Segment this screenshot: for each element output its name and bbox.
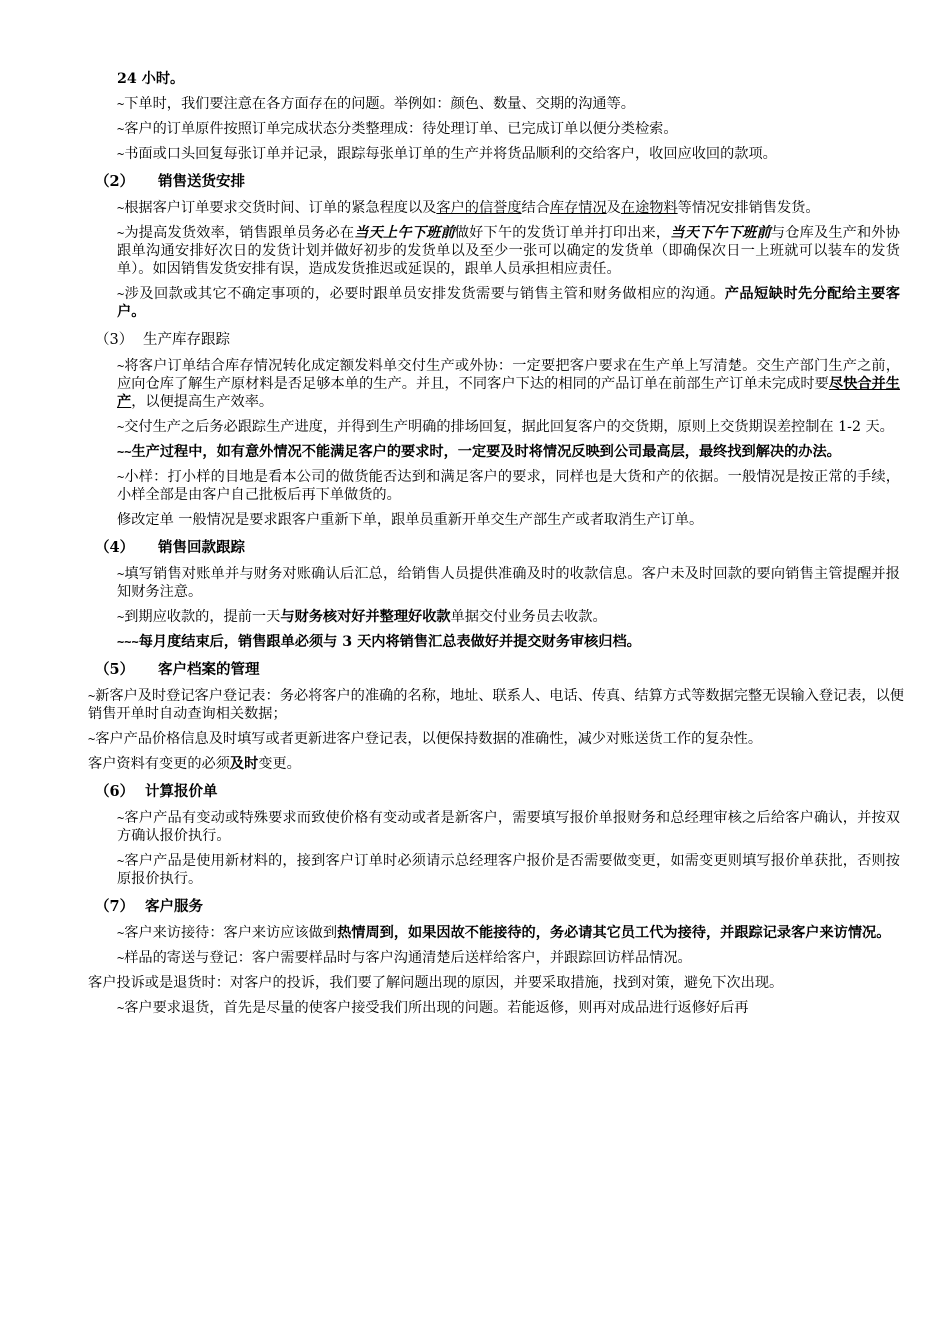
paragraph-data-change: 客户资料有变更的必须及时变更。 <box>88 756 301 772</box>
tilde-mark: ~ <box>117 359 125 373</box>
paragraph-delivery-efficiency: ~为提高发货效率，销售跟单员务必在当天上午下班前做好下午的发货订单并打印出来，当天下午下班前与仓库及生产和外协跟单沟通安排好次日的发货计划并做好初步的发货单以及至少一张可以确定的发货单（即确保次日一上班就可以装车的发货单）。如因销售发货安排有误，造成发货推迟或延误的，跟单人员承担相应责任。 <box>117 225 900 277</box>
paragraph-order-issues: ~下单时，我们要注意在各方面存在的问题。举例如：颜色、数量、交期的沟通等。 <box>117 96 635 112</box>
tilde-mark: ~ <box>117 287 125 301</box>
section-heading-4: （4） 销售回款跟踪 <box>95 539 245 556</box>
paragraph-price-info: ~客户产品价格信息及时填写或者更新进客户登记表，以便保持数据的准确性，减少对账送货工作的复杂性。 <box>88 731 763 747</box>
paragraph-sample: ~小样：打小样的目地是看本公司的做货能否达到和满足客户的要求，同样也是大货和产的依据。一般情况是按正常的手续，小样全部是由客户自己批板后再下单做货的。 <box>117 469 900 503</box>
tilde-mark: ~ <box>117 811 125 825</box>
section-heading-5: （5） 客户档案的管理 <box>95 661 260 678</box>
tilde-mark: ~ <box>117 147 125 161</box>
paragraph-visit-reception: ~客户来访接待：客户来访应该做到热情周到，如果因故不能接待的，务必请其它员工代为接待，并跟踪记录客户来访情况。 <box>117 925 891 941</box>
paragraph-24h: 24 小时。 <box>117 71 185 87</box>
section-heading-2: （2） 销售送货安排 <box>95 173 245 190</box>
tilde-mark: ~ <box>117 97 125 111</box>
tilde-mark: ~~~ <box>117 635 139 649</box>
paragraph-statement: ~填写销售对账单并与财务对账确认后汇总，给销售人员提供准确及时的收款信息。客户未及时回款的要向销售主管提醒并报知财务注意。 <box>117 566 900 600</box>
document-body <box>0 70 950 1024</box>
tilde-mark: ~ <box>117 567 125 581</box>
tilde-mark: ~ <box>88 732 96 746</box>
paragraph-production-order: ~将客户订单结合库存情况转化成定额发料单交付生产或外协：一定要把客户要求在生产单上写清楚。交生产部门生产之前，应向仓库了解生产原材料是否足够本单的生产。并且，不同客户下达的相同的产品订单在前部生产订单未完成时要尽快合并生产，以便提高生产效率。 <box>117 358 900 410</box>
paragraph-production-exception: ~~生产过程中，如有意外情况不能满足客户的要求时，一定要及时将情况反映到公司最高层，最终找到解决的办法。 <box>117 444 841 460</box>
paragraph-order-reply: ~书面或口头回复每张订单并记录，跟踪每张单订单的生产并将货品顺利的交给客户，收回应收回的款项。 <box>117 146 777 162</box>
tilde-mark: ~ <box>117 122 125 136</box>
paragraph-production-progress: ~交付生产之后务必跟踪生产进度，并得到生产明确的排场回复，据此回复客户的交货期，原则上交货期误差控制在 1-2 天。 <box>117 419 894 435</box>
tilde-mark: ~ <box>88 689 96 703</box>
paragraph-complaint: 客户投诉或是退货时：对客户的投诉，我们要了解问题出现的原因，并要采取措施，找到对策，避免下次出现。 <box>88 975 784 991</box>
paragraph-delivery-schedule: ~根据客户订单要求交货时间、订单的紧急程度以及客户的信誉度结合库存情况及在途物料等情况安排销售发货。 <box>117 200 820 216</box>
tilde-mark: ~~ <box>117 445 132 459</box>
paragraph-month-end: ~~~每月度结束后，销售跟单必须与 3 天内将销售汇总表做好并提交财务审核归档。 <box>117 634 641 650</box>
section-heading-6: （6） 计算报价单 <box>95 783 218 800</box>
tilde-mark: ~ <box>117 201 125 215</box>
tilde-mark: ~ <box>117 951 125 965</box>
tilde-mark: ~ <box>117 610 125 624</box>
section-heading-3: （3） 生产库存跟踪 <box>95 332 230 348</box>
section-heading-7: （7） 客户服务 <box>95 898 203 915</box>
paragraph-modify-order: 修改定单 一般情况是要求跟客户重新下单，跟单员重新开单交生产部生产或者取消生产订单。 <box>117 512 704 528</box>
paragraph-order-filing: ~客户的订单原件按照订单完成状态分类整理成：待处理订单、已完成订单以便分类检索。 <box>117 121 678 137</box>
paragraph-receivable: ~到期应收款的，提前一天与财务核对好并整理好收款单据交付业务员去收款。 <box>117 609 607 625</box>
tilde-mark: ~ <box>117 1001 125 1015</box>
paragraph-payment-uncertain: ~涉及回款或其它不确定事项的，必要时跟单员安排发货需要与销售主管和财务做相应的沟通。产品短缺时先分配给主要客户。 <box>117 286 900 320</box>
tilde-mark: ~ <box>117 226 125 240</box>
paragraph-return: ~客户要求退货，首先是尽量的使客户接受我们所出现的问题。若能返修，则再对成品进行返修好后再 <box>117 1000 749 1016</box>
paragraph-new-customer: ~新客户及时登记客户登记表：务必将客户的准确的名称，地址、联系人、电话、传真、结算方式等数据完整无误输入登记表，以便销售开单时自动查询相关数据； <box>88 688 904 722</box>
paragraph-sample-delivery: ~样品的寄送与登记：客户需要样品时与客户沟通清楚后送样给客户，并跟踪回访样品情况。 <box>117 950 692 966</box>
tilde-mark: ~ <box>117 420 125 434</box>
paragraph-quote-change: ~客户产品有变动或特殊要求而致使价格有变动或者是新客户，需要填写报价单报财务和总经理审核之后给客户确认，并按双方确认报价执行。 <box>117 810 900 844</box>
paragraph-quote-material: ~客户产品是使用新材料的，接到客户订单时必须请示总经理客户报价是否需要做变更，如需变更则填写报价单获批，否则按原报价执行。 <box>117 853 900 887</box>
tilde-mark: ~ <box>117 854 125 868</box>
tilde-mark: ~ <box>117 926 125 940</box>
tilde-mark: ~ <box>117 470 125 484</box>
